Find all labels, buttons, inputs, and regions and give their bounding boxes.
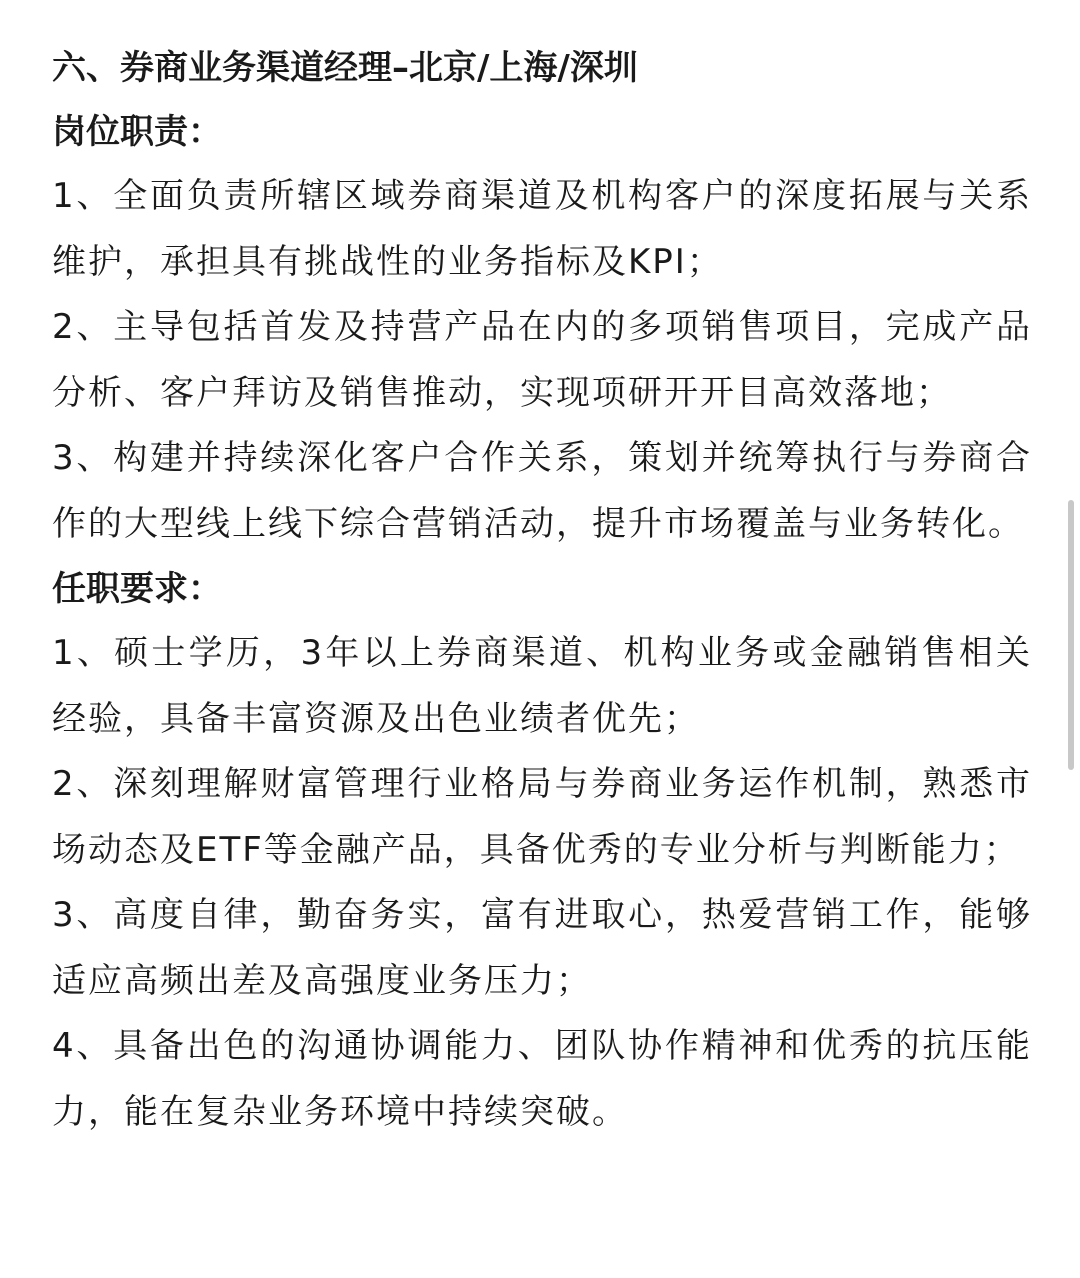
responsibility-item: 3、构建并持续深化客户合作关系，策划并统筹执行与券商合作的大型线上线下综合营销活动，提升市场覆盖与业务转化。 (52, 438, 1032, 544)
requirement-item: 1、硕士学历，3年以上券商渠道、机构业务或金融销售相关经验，具备丰富资源及出色业绩者优先； (52, 633, 1032, 739)
requirement-item: 3、高度自律，勤奋务实，富有进取心，热爱营销工作，能够适应高频出差及高强度业务压力； (52, 895, 1032, 1001)
responsibilities-heading: 岗位职责： (52, 112, 222, 152)
job-title: 六、券商业务渠道经理–北京/上海/深圳 (52, 48, 638, 88)
responsibility-item: 2、主导包括首发及持营产品在内的多项销售项目，完成产品分析、客户拜访及销售推动，实现项研开开目高效落地； (52, 307, 1032, 413)
requirements-heading: 任职要求： (52, 569, 222, 609)
requirement-item: 2、深刻理解财富管理行业格局与券商业务运作机制，熟悉市场动态及ETF等金融产品，具备优秀的专业分析与判断能力； (52, 764, 1032, 870)
responsibility-item: 1、全面负责所辖区域券商渠道及机构客户的深度拓展与关系维护，承担具有挑战性的业务指标及KPI； (52, 176, 1032, 282)
scrollbar-thumb[interactable] (1068, 500, 1074, 770)
requirement-item: 4、具备出色的沟通协调能力、团队协作精神和优秀的抗压能力，能在复杂业务环境中持续突破。 (52, 1026, 1032, 1132)
job-posting (52, 36, 1032, 1145)
